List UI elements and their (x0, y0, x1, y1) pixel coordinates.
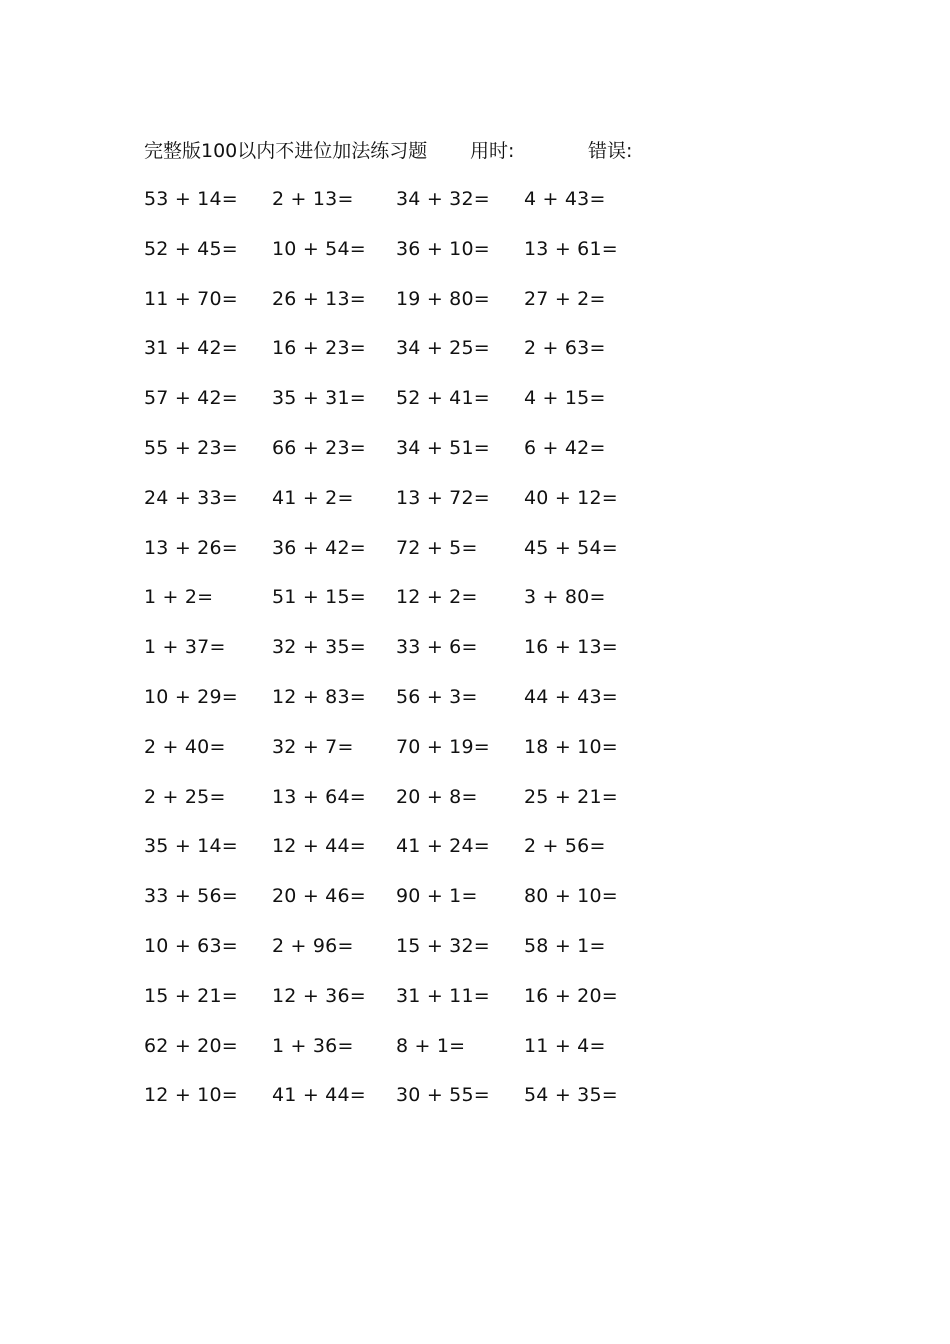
addition-problem: 6 + 42= (524, 436, 606, 459)
addition-problem: 2 + 56= (524, 835, 606, 858)
problem-row (0, 931, 950, 981)
addition-problem: 45 + 54= (524, 536, 618, 559)
error-count-label: 错误: (588, 140, 633, 162)
addition-problem: 2 + 25= (144, 785, 226, 808)
addition-problem: 31 + 11= (396, 984, 490, 1007)
problem-row (0, 433, 950, 483)
problem-row (0, 383, 950, 433)
addition-problem: 10 + 63= (144, 934, 238, 957)
addition-problem: 2 + 13= (272, 188, 354, 210)
addition-problem: 1 + 36= (272, 1034, 354, 1057)
addition-problem: 33 + 6= (396, 636, 478, 659)
addition-problem: 3 + 80= (524, 586, 606, 609)
addition-problem: 80 + 10= (524, 885, 618, 908)
addition-problem: 10 + 54= (272, 237, 366, 260)
problem-row (0, 831, 950, 881)
addition-problem: 13 + 26= (144, 536, 238, 559)
addition-problem: 36 + 42= (272, 536, 366, 559)
addition-problem: 32 + 7= (272, 735, 354, 758)
problem-row (0, 981, 950, 1031)
addition-problem: 2 + 40= (144, 735, 226, 758)
addition-problem: 51 + 15= (272, 586, 366, 609)
problem-row (0, 582, 950, 632)
addition-problem: 20 + 8= (396, 785, 478, 808)
addition-problem: 54 + 35= (524, 1084, 618, 1107)
addition-problem: 15 + 32= (396, 934, 490, 957)
problem-row (0, 1080, 950, 1130)
addition-problem: 33 + 56= (144, 885, 238, 908)
problem-grid (0, 184, 950, 1130)
time-used-label: 用时: (470, 140, 515, 162)
addition-problem: 16 + 23= (272, 337, 366, 360)
addition-problem: 32 + 35= (272, 636, 366, 659)
addition-problem: 11 + 70= (144, 287, 238, 310)
addition-problem: 27 + 2= (524, 287, 606, 310)
addition-problem: 72 + 5= (396, 536, 478, 559)
addition-problem: 18 + 10= (524, 735, 618, 758)
addition-problem: 40 + 12= (524, 486, 618, 509)
problem-row (0, 632, 950, 682)
problem-row (0, 284, 950, 334)
addition-problem: 52 + 41= (396, 387, 490, 410)
addition-problem: 13 + 61= (524, 237, 618, 260)
addition-problem: 58 + 1= (524, 934, 606, 957)
addition-problem: 12 + 83= (272, 685, 366, 708)
addition-problem: 10 + 29= (144, 685, 238, 708)
problem-row (0, 782, 950, 832)
addition-problem: 4 + 43= (524, 188, 606, 210)
addition-problem: 19 + 80= (396, 287, 490, 310)
problem-row (0, 483, 950, 533)
addition-problem: 12 + 10= (144, 1084, 238, 1107)
problem-row (0, 1031, 950, 1081)
addition-problem: 20 + 46= (272, 885, 366, 908)
problem-row (0, 184, 950, 234)
addition-problem: 41 + 2= (272, 486, 354, 509)
addition-problem: 24 + 33= (144, 486, 238, 509)
addition-problem: 1 + 2= (144, 586, 214, 609)
addition-problem: 35 + 31= (272, 387, 366, 410)
addition-problem: 12 + 2= (396, 586, 478, 609)
addition-problem: 13 + 72= (396, 486, 490, 509)
addition-problem: 13 + 64= (272, 785, 366, 808)
addition-problem: 36 + 10= (396, 237, 490, 260)
addition-problem: 2 + 96= (272, 934, 354, 957)
addition-problem: 1 + 37= (144, 636, 226, 659)
problem-row (0, 533, 950, 583)
addition-problem: 34 + 51= (396, 436, 490, 459)
problem-row (0, 732, 950, 782)
addition-problem: 11 + 4= (524, 1034, 606, 1057)
addition-problem: 2 + 63= (524, 337, 606, 360)
addition-problem: 41 + 24= (396, 835, 490, 858)
addition-problem: 62 + 20= (144, 1034, 238, 1057)
addition-problem: 53 + 14= (144, 188, 238, 210)
addition-problem: 26 + 13= (272, 287, 366, 310)
addition-problem: 57 + 42= (144, 387, 238, 410)
problem-row (0, 682, 950, 732)
addition-problem: 70 + 19= (396, 735, 490, 758)
addition-problem: 55 + 23= (144, 436, 238, 459)
problem-row (0, 234, 950, 284)
addition-problem: 34 + 25= (396, 337, 490, 360)
addition-problem: 34 + 32= (396, 188, 490, 210)
addition-problem: 12 + 44= (272, 835, 366, 858)
worksheet-title: 完整版100以内不进位加法练习题 (144, 140, 428, 162)
addition-problem: 16 + 13= (524, 636, 618, 659)
addition-problem: 56 + 3= (396, 685, 478, 708)
problem-row (0, 881, 950, 931)
addition-problem: 8 + 1= (396, 1034, 466, 1057)
addition-problem: 16 + 20= (524, 984, 618, 1007)
addition-problem: 31 + 42= (144, 337, 238, 360)
addition-problem: 30 + 55= (396, 1084, 490, 1107)
addition-problem: 41 + 44= (272, 1084, 366, 1107)
worksheet-header (0, 136, 950, 166)
addition-problem: 15 + 21= (144, 984, 238, 1007)
problem-row (0, 333, 950, 383)
addition-problem: 25 + 21= (524, 785, 618, 808)
addition-problem: 12 + 36= (272, 984, 366, 1007)
addition-problem: 4 + 15= (524, 387, 606, 410)
addition-problem: 52 + 45= (144, 237, 238, 260)
addition-problem: 66 + 23= (272, 436, 366, 459)
addition-problem: 90 + 1= (396, 885, 478, 908)
addition-problem: 35 + 14= (144, 835, 238, 858)
addition-problem: 44 + 43= (524, 685, 618, 708)
